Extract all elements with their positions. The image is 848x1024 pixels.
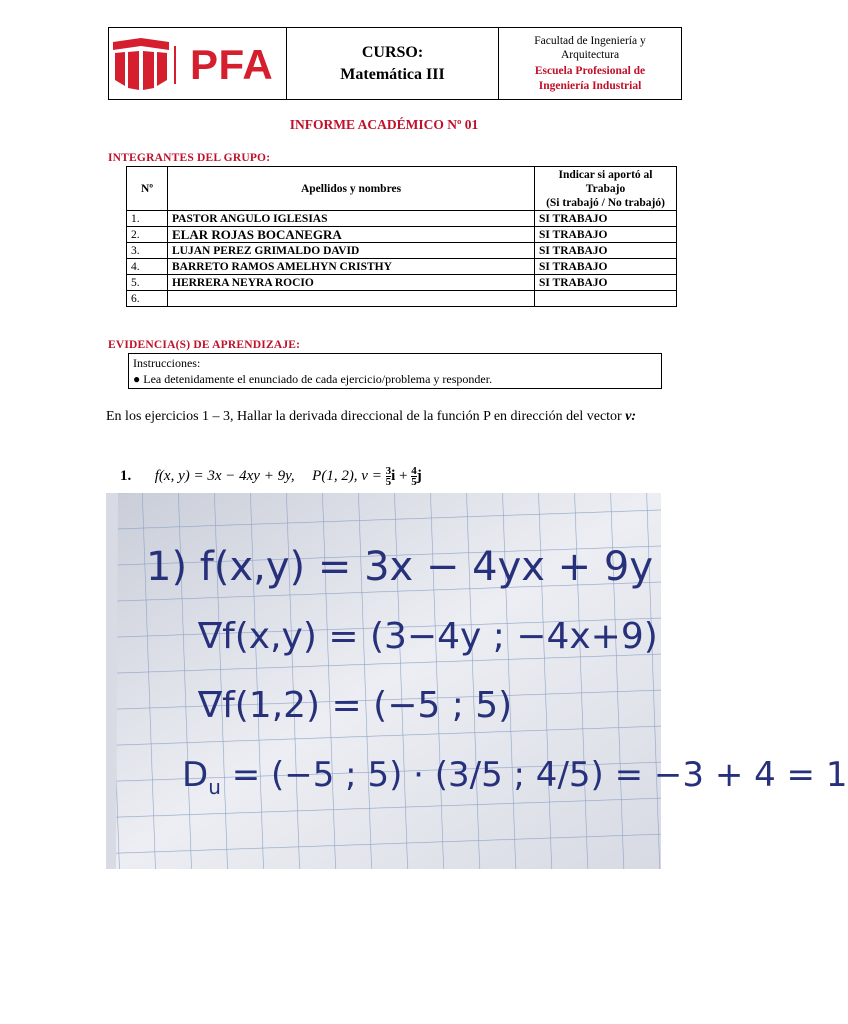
directional-derivative-sub: u bbox=[208, 774, 221, 799]
row-name: HERRERA NEYRA ROCIO bbox=[168, 275, 535, 291]
exercise-number: 1. bbox=[120, 468, 132, 484]
header-num: Nº bbox=[127, 167, 168, 211]
course-cell bbox=[287, 28, 499, 99]
fraction-j-den: 5 bbox=[411, 476, 417, 489]
members-section-label: INTEGRANTES DEL GRUPO: bbox=[108, 152, 271, 164]
row-status: SI TRABAJO bbox=[535, 227, 677, 243]
instructions-item: ● Lea detenidamente el enunciado de cada ejercicio/problema y responder. bbox=[133, 372, 493, 386]
table-row bbox=[127, 211, 677, 227]
directional-derivative-symbol: D bbox=[182, 755, 209, 795]
report-title: INFORME ACADÉMICO Nº 01 bbox=[289, 117, 479, 132]
members-table bbox=[126, 166, 677, 307]
row-num: 1. bbox=[127, 211, 168, 227]
exercise-point: P(1, 2), v = bbox=[312, 468, 382, 484]
logo-text: PFA bbox=[190, 41, 274, 88]
row-num: 5. bbox=[127, 275, 168, 291]
row-name: PASTOR ANGULO IGLESIAS bbox=[168, 211, 535, 227]
table-row bbox=[127, 259, 677, 275]
upn-logo bbox=[111, 36, 283, 94]
exercise-function: f(x, y) = 3x − 4xy + 9y, bbox=[154, 468, 295, 484]
row-name: LUJAN PEREZ GRIMALDO DAVID bbox=[168, 243, 535, 259]
instructions-box bbox=[128, 353, 662, 389]
fraction-i-den: 5 bbox=[385, 476, 392, 489]
row-name: BARRETO RAMOS AMELHYN CRISTHY bbox=[168, 259, 535, 275]
shield-logo-icon bbox=[111, 36, 171, 94]
row-num: 4. bbox=[127, 259, 168, 275]
table-row bbox=[127, 243, 677, 259]
header-name: Apellidos y nombres bbox=[168, 167, 535, 211]
row-status: SI TRABAJO bbox=[535, 211, 677, 227]
fraction-i-num: 3 bbox=[385, 465, 392, 478]
header-status bbox=[535, 167, 677, 211]
exercise-intro-text: En los ejercicios 1 – 3, Hallar la derivada direccional de la función P en dirección del vector bbox=[106, 409, 622, 424]
table-row bbox=[127, 291, 677, 307]
fraction-j-num: 4 bbox=[411, 465, 417, 478]
exercise-1-statement: 1. f(x, y) = 3x − 4xy + 9y, P(1, 2), v = $\frac{3}{5}$ i + $\frac{4}{5}$ j bbox=[120, 465, 422, 489]
logo-cell bbox=[109, 28, 287, 99]
row-num: 2. bbox=[127, 227, 168, 243]
vector-symbol: v: bbox=[625, 409, 637, 424]
school-line-2: Ingeniería Industrial bbox=[538, 80, 642, 92]
handwritten-line-2: ∇f(x,y) = (3−4y ; −4x+9) bbox=[198, 616, 658, 657]
row-status: SI TRABAJO bbox=[535, 275, 677, 291]
course-name: Matemática III bbox=[340, 66, 445, 83]
table-row bbox=[127, 227, 677, 243]
handwritten-solution-photo bbox=[106, 493, 848, 869]
logo-divider bbox=[174, 46, 176, 84]
faculty-cell bbox=[499, 28, 681, 99]
row-num: 3. bbox=[127, 243, 168, 259]
row-status bbox=[535, 291, 677, 307]
handwritten-line-4-rhs: = (−5 ; 5) · (3/5 ; 4/5) = −3 + 4 = 1 bbox=[231, 755, 848, 795]
faculty-line-2: Arquitectura bbox=[560, 49, 620, 61]
members-header-row bbox=[127, 167, 677, 211]
table-row bbox=[127, 275, 677, 291]
header-status-line-2: Trabajo bbox=[585, 182, 626, 195]
handwritten-line-1: 1) f(x,y) = 3x − 4yx + 9y bbox=[146, 544, 653, 590]
instructions-title: Instrucciones: bbox=[133, 356, 201, 370]
row-status: SI TRABAJO bbox=[535, 243, 677, 259]
header-table bbox=[108, 27, 682, 100]
header-status-line-3: (Si trabajó / No trabajó) bbox=[546, 196, 665, 209]
course-label: CURSO: bbox=[361, 44, 424, 61]
handwritten-line-3: ∇f(1,2) = (−5 ; 5) bbox=[198, 685, 513, 726]
school-line-1: Escuela Profesional de bbox=[534, 65, 646, 77]
row-name bbox=[168, 291, 535, 307]
handwritten-line-4 bbox=[182, 755, 848, 807]
header-status-line-1: Indicar si aportó al bbox=[558, 168, 653, 181]
row-status: SI TRABAJO bbox=[535, 259, 677, 275]
exercise-intro bbox=[106, 406, 661, 427]
row-num: 6. bbox=[127, 291, 168, 307]
row-name: ELAR ROJAS BOCANEGRA bbox=[168, 227, 535, 243]
evidence-section-label: EVIDENCIA(S) DE APRENDIZAJE: bbox=[108, 339, 301, 351]
faculty-line-1: Facultad de Ingeniería y bbox=[534, 35, 646, 47]
